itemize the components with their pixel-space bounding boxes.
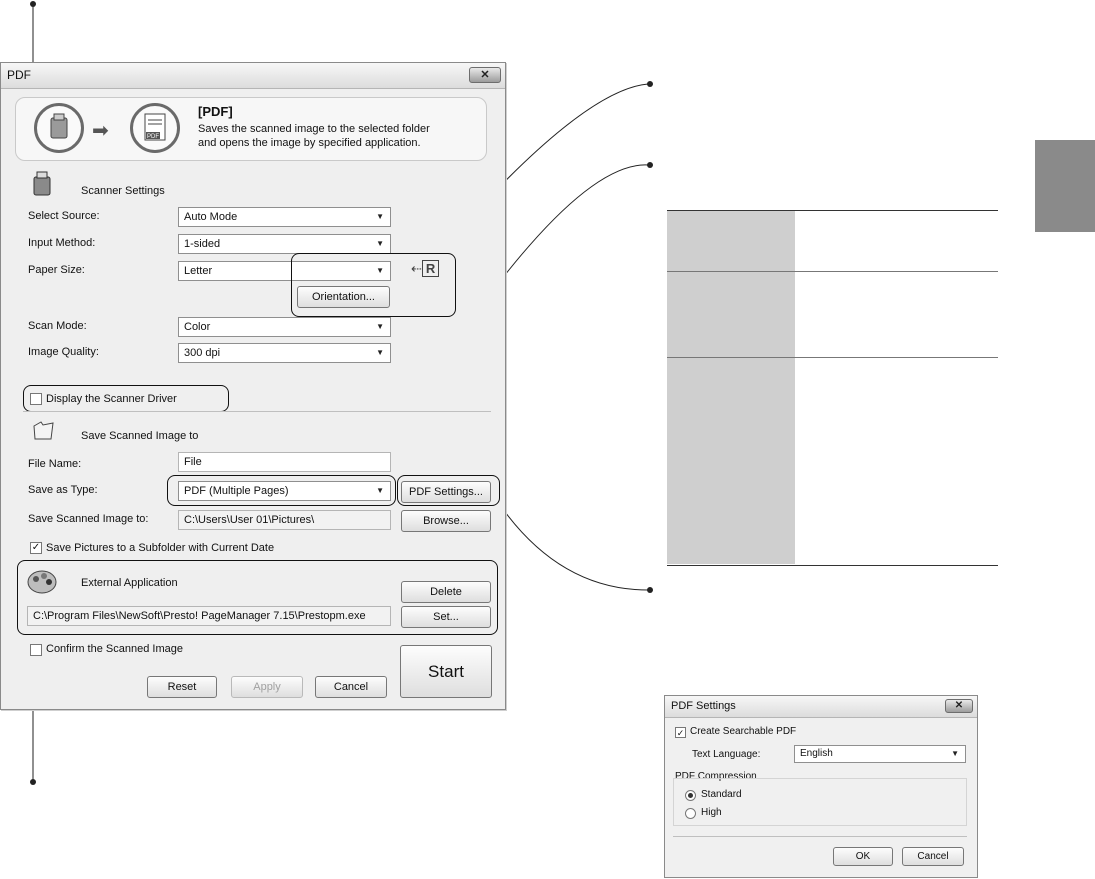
- title-bar: [1, 63, 505, 89]
- set-button[interactable]: Set...: [401, 606, 491, 628]
- pdf-dialog: [0, 62, 506, 710]
- pdf-settings-cancel-button[interactable]: Cancel: [902, 847, 964, 866]
- save-as-type-combo[interactable]: PDF (Multiple Pages) ▼: [178, 481, 391, 501]
- pdf-settings-title: PDF Settings: [671, 700, 736, 712]
- close-button[interactable]: ✕: [469, 67, 501, 83]
- compression-group: [673, 778, 967, 826]
- scan-mode-label: Scan Mode:: [28, 320, 87, 332]
- high-label: High: [701, 807, 722, 818]
- chapter-tab: [1035, 140, 1095, 232]
- pdf-document-icon: [130, 103, 180, 153]
- orientation-button[interactable]: Orientation...: [297, 286, 390, 308]
- file-name-input[interactable]: File: [178, 452, 391, 472]
- banner-heading: [PDF]: [198, 104, 233, 119]
- chevron-down-icon: ▼: [376, 239, 384, 248]
- chevron-down-icon: ▼: [376, 322, 384, 331]
- scanner-settings-icon: [31, 169, 53, 202]
- orientation-preview-icon: ⇠ R: [411, 261, 445, 283]
- chevron-down-icon: ▼: [951, 749, 959, 758]
- chevron-down-icon: ▼: [376, 212, 384, 221]
- select-source-combo[interactable]: Auto Mode ▼: [178, 207, 391, 227]
- callout-dot: [30, 779, 36, 785]
- divider: [673, 836, 967, 837]
- dialog-title: PDF: [7, 68, 31, 82]
- subfolder-checkbox[interactable]: ✓: [31, 542, 41, 553]
- pdf-settings-button[interactable]: PDF Settings...: [401, 481, 491, 503]
- save-as-type-label: Save as Type:: [28, 484, 98, 496]
- display-driver-label: Display the Scanner Driver: [46, 393, 177, 405]
- callout-dot: [647, 587, 653, 593]
- divider: [23, 411, 491, 412]
- apply-button[interactable]: Apply: [231, 676, 303, 698]
- subfolder-label: Save Pictures to a Subfolder with Current Date: [46, 542, 275, 554]
- banner-desc-2: and opens the image by specified application.: [198, 137, 421, 149]
- callout-dot: [647, 81, 653, 87]
- pdf-settings-title-bar: [665, 696, 977, 718]
- image-quality-label: Image Quality:: [28, 346, 99, 358]
- external-app-highlight: [17, 560, 498, 635]
- paper-size-label: Paper Size:: [28, 264, 85, 276]
- arrow-right-icon: ➡: [92, 120, 109, 142]
- scan-mode-combo[interactable]: Color ▼: [178, 317, 391, 337]
- callout-line-pdf-settings: [500, 505, 648, 590]
- chevron-down-icon: ▼: [376, 348, 384, 357]
- high-radio[interactable]: [685, 808, 696, 819]
- scanner-icon: [34, 103, 84, 153]
- paper-size-combo[interactable]: Letter ▼: [178, 261, 391, 281]
- compression-label: PDF Compression: [675, 771, 757, 782]
- table-row-2-header: [667, 272, 795, 357]
- callout-dot: [647, 162, 653, 168]
- external-app-path: C:\Program Files\NewSoft\Presto! PageManager 7.15\Prestopm.exe: [27, 606, 391, 626]
- table-bottom-rule: [667, 565, 998, 566]
- callout-dot: [30, 1, 36, 7]
- pdf-settings-dialog: [664, 695, 978, 878]
- scanner-settings-label: Scanner Settings: [81, 185, 165, 197]
- table-row-1-header: [667, 211, 795, 271]
- text-language-label: Text Language:: [692, 749, 761, 760]
- text-language-combo[interactable]: English ▼: [794, 745, 966, 763]
- pdf-settings-close-button[interactable]: ✕: [945, 699, 973, 713]
- cancel-button[interactable]: Cancel: [315, 676, 387, 698]
- reset-button[interactable]: Reset: [147, 676, 217, 698]
- browse-button[interactable]: Browse...: [401, 510, 491, 532]
- select-source-label: Select Source:: [28, 210, 100, 222]
- image-quality-combo[interactable]: 300 dpi ▼: [178, 343, 391, 363]
- svg-text:PDF: PDF: [147, 134, 159, 140]
- save-to-path: C:\Users\User 01\Pictures\: [178, 510, 391, 530]
- file-name-label: File Name:: [28, 458, 82, 470]
- ok-button[interactable]: OK: [833, 847, 893, 866]
- banner: [15, 97, 487, 161]
- chevron-down-icon: ▼: [376, 266, 384, 275]
- input-method-label: Input Method:: [28, 237, 96, 249]
- save-section-label: Save Scanned Image to: [81, 430, 199, 442]
- banner-desc-1: Saves the scanned image to the selected folder: [198, 123, 430, 135]
- save-to-label: Save Scanned Image to:: [28, 513, 149, 525]
- orientation-highlight: [291, 253, 456, 317]
- external-app-label: External Application: [81, 577, 178, 589]
- standard-label: Standard: [701, 789, 742, 800]
- confirm-label: Confirm the Scanned Image: [46, 643, 183, 655]
- table-row-3-header: [667, 358, 795, 564]
- searchable-label: Create Searchable PDF: [690, 726, 797, 737]
- searchable-checkbox[interactable]: ✓: [676, 728, 685, 738]
- standard-radio[interactable]: [685, 790, 696, 801]
- folder-icon: [31, 417, 57, 448]
- input-method-combo[interactable]: 1-sided ▼: [178, 234, 391, 254]
- start-button[interactable]: Start: [400, 645, 492, 698]
- pdf-settings-highlight: [397, 475, 500, 506]
- confirm-checkbox[interactable]: [30, 644, 42, 656]
- chevron-down-icon: ▼: [376, 486, 384, 495]
- display-driver-highlight: [23, 385, 229, 412]
- save-as-type-highlight: [167, 475, 396, 506]
- delete-button[interactable]: Delete: [401, 581, 491, 603]
